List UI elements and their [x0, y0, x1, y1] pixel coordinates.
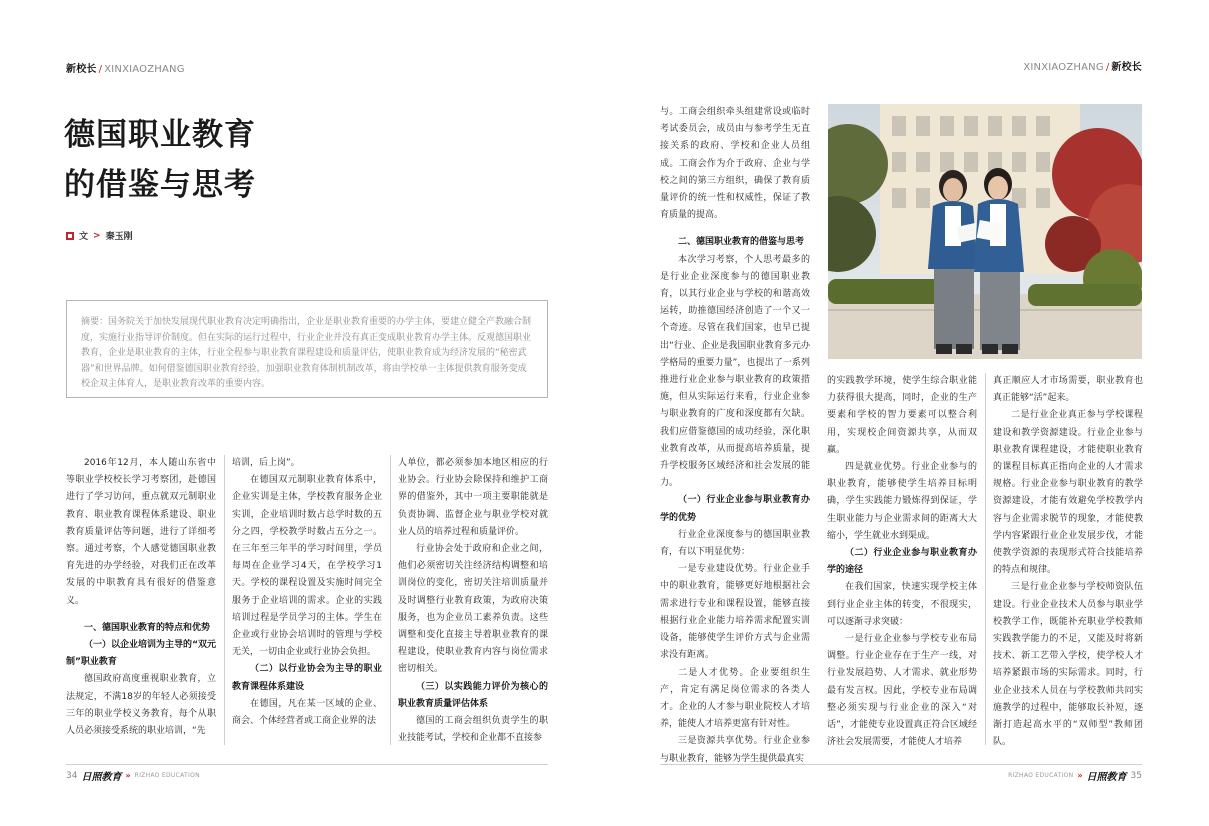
header-right	[1023, 58, 1142, 73]
section-heading: （三）以实践能力评价为核心的职业教育质量评估体系	[398, 681, 548, 709]
body-paragraph: 三是资源共享优势。行业企业参与职业教育，能够为学生提供最真实	[660, 736, 810, 764]
column-divider	[224, 455, 225, 745]
square-icon	[66, 232, 74, 240]
column-4	[660, 104, 810, 768]
magazine-logo-right: 日照教育	[1086, 772, 1127, 783]
chevron-icon: »	[125, 771, 131, 780]
section-heading: 一、德国职业教育的特点和优势	[84, 622, 211, 633]
section-heading: （二）以行业协会为主导的职业教育课程体系建设	[232, 664, 382, 692]
body-paragraph: 人单位，都必须参加本地区相应的行业协会。行业协会除保持和维护工商界的借鉴外，其中一项主要职能就是负责协调、监督企业与职业学校对就业人员的培养过程和质量评价。	[398, 458, 548, 537]
page-number-left: 34	[66, 770, 78, 781]
arrow-icon: >	[93, 230, 101, 241]
body-paragraph: 德国政府高度重视职业教育，立法规定，不满18岁的年轻人必须接受三年的职业学校义务教育，每个从职人员必须接受系统的职业培训，“先	[66, 674, 216, 737]
paragraph-gap	[660, 224, 810, 234]
magazine-name-left: RIZHAO EDUCATION	[134, 772, 200, 779]
body-paragraph: 培训，后上岗”。	[232, 458, 300, 468]
byline	[66, 229, 133, 242]
body-paragraph: 三是行业企业参与学校师资队伍建设。行业企业技术人员参与职业学校教学工作，既能补充职业学校教师实践教学能力的不足，又能及时将新技术、新工艺带入学校，使学校人才培养紧跟市场的实际需求。同时，行业企业技术人员在与学校教师共同实施教学的过程中，能够取长补短，逐渐打造起高水平的“双师型”教师团队。	[993, 582, 1143, 748]
column-3	[398, 455, 548, 747]
photo-illustration	[828, 104, 1142, 359]
body-paragraph: 在我们国家，快速实现学校主体到行业企业主体的转变，不很现实，可以逐渐寻求突破：	[827, 582, 977, 627]
byline-label: 文	[79, 232, 89, 242]
body-paragraph: 二是人才优势。企业要组织生产，肯定有满足岗位需求的各类人才。企业的人才参与职业院校人才培养，能使人才培养更富有针对性。	[660, 667, 810, 730]
magazine-name-right: RIZHAO EDUCATION	[1008, 772, 1074, 779]
header-left	[66, 60, 185, 75]
body-paragraph: 2016年12月，本人随山东省中等职业学校校长学习考察团，赴德国进行了学习访问，重点就双元制职业教育、职业教育课程体系建设、职业教育质量评估等问题，进行了详细考察。通过考察，个人感觉德国职业教育先进的办学经验，对我们正在改革发展的中职教育具有很好的借鉴意义。	[66, 458, 216, 606]
body-paragraph: 一是行业企业参与学校专业布局调整。行业企业存在于生产一线，对行业发展趋势、人才需求、就业形势最有发言权。因此，学校专业布局调整必须实现与行业企业的深入“对话”，才能使专业设置真正符合区域经济社会发展需要，才能使人才培养	[827, 634, 977, 748]
footer-rule-left	[66, 764, 548, 765]
section-heading: （一）以企业培训为主导的“双元制”职业教育	[66, 640, 216, 668]
body-paragraph: 行业企业深度参与的德国职业教育，有以下明显优势：	[660, 529, 810, 558]
body-paragraph: 行业协会处于政府和企业之间，他们必须密切关注经济结构调整和培训岗位的变化，密切关注培训质量并及时调整行业教育政策，为政府决策服务，也为企业员工素养负责。这些调整和变化直接主导着职业教育的课程建设，使职业教育内容与岗位需求密切相关。	[398, 544, 548, 675]
body-paragraph: 四是就业优势。行业企业参与的职业教育，能够使学生培养目标明确，学生实践能力锻炼得到保证，学生职业能力与企业需求间的距离大大缩小，学生就业水到渠成。	[827, 462, 977, 541]
header-left-en: XINXIAOZHANG	[104, 64, 185, 75]
body-paragraph: 本次学习考察，个人思考最多的是行业企业深度参与的德国职业教育，以其行业企业与学校的和谐高效运转，助推德国经济创造了一个又一个奇迹。尽管在我们国家，也早已提出“行业、企业是我国职业教育多元办学格局的重要力量”，也提出了一系列推进行业企业参与职业教育的政策措施，但从实际运行来看，行业企业参与职业教育的广度和深度都有欠缺。我们应借鉴德国的成功经验，深化职业教育改革，从而提高培养质量，提升学校服务区域经济和社会发展的能力。	[660, 254, 810, 489]
abstract-text: 摘要：国务院关于加快发展现代职业教育决定明确指出，企业是职业教育重要的办学主体，要建立健全产教融合制度，实施行业指导评价制度。但在实际的运行过程中，行业企业并没有真正变成职业教育办学主体。反观德国职业教育，企业是职业教育的主体，行业全程参与职业教育课程建设和质量评估，使职业教育成为经济发展的“秘密武器”和世界品牌。如何借鉴德国职业教育经验，加强职业教育体制机制改革，将由学校单一主体提供教育服务变成校企双主体育人，是职业教育改革的重要内容。	[81, 317, 532, 389]
title-line-1: 德国职业教育	[64, 117, 256, 153]
header-right-cn: 新校长	[1111, 62, 1142, 73]
body-paragraph: 在德国双元制职业教育体系中，企业实训是主体，学校教育服务企业实训，企业培训时数占总学时数的五分之四，学校教学时数占五分之一。在三年至三年半的学习时间里，学员每周在企业学习4天，在学校学习1天。学校的课程设置及实施时间完全服务于企业培训的需求。企业的实践培训过程是学员学习的主体。学生在企业或行业协会培训时的管理与学校无关，一切由企业或行业协会负担。	[232, 475, 382, 658]
chevron-icon: »	[1077, 771, 1083, 780]
body-paragraph: 二是行业企业真正参与学校课程建设和教学资源建设。行业企业参与职业教育课程建设，才能使职业教育的课程目标真正指向企业的人才需求规格。行业企业参与职业教育的教学资源建设，才能有效避免学校教学内容与企业需求脱节的现象，才能使教学内容紧跟行业企业发展步伐，才能使教学资源的表现形式符合技能培养的特点和规律。	[993, 410, 1143, 576]
body-paragraph: 德国的工商会组织负责学生的职业技能考试，学校和企业都不直接参	[398, 716, 548, 744]
footer-rule-right	[660, 764, 1142, 765]
paragraph-gap	[66, 610, 216, 620]
footer-right	[1008, 768, 1142, 783]
column-divider	[985, 373, 986, 745]
column-2	[232, 455, 382, 730]
column-6	[993, 373, 1143, 751]
magazine-logo-left: 日照教育	[81, 772, 122, 783]
body-paragraph: 一是专业建设优势。行业企业手中的职业教育，能够更好地根据社会需求进行专业和课程设置，能够直接根据行业企业能力培养需求配置实训设备，能够使学生评价方式与企业需求没有距离。	[660, 564, 810, 661]
column-1	[66, 455, 216, 740]
header-right-en: XINXIAOZHANG	[1023, 62, 1104, 73]
body-paragraph: 真正顺应人才市场需要，职业教育也真正能够“活”起来。	[993, 376, 1143, 404]
section-heading: 二、德国职业教育的借鉴与思考	[678, 237, 805, 248]
body-paragraph: 与。工商会组织牵头组建常设或临时考试委员会，成员由与参考学生无直接关系的政府、学校和企业人员组成。工商会作为介于政府、企业与学校之间的第三方组织，确保了教育质量评价的统一性和权威性，保证了教育质量的提高。	[660, 107, 810, 221]
students-photo	[828, 104, 1142, 359]
header-left-cn: 新校长	[66, 64, 97, 75]
section-heading: （二）行业企业参与职业教育办学的途径	[827, 548, 977, 576]
footer-left	[66, 768, 200, 783]
section-heading: （一）行业企业参与职业教育办学的优势	[660, 495, 810, 523]
column-5	[827, 373, 977, 751]
body-paragraph: 在德国，凡在某一区域的企业、商会、个体经营者或工商企业界的法	[232, 698, 382, 727]
abstract-box	[66, 300, 548, 398]
byline-author: 秦玉刚	[105, 232, 133, 242]
title-line-2: 的借鉴与思考	[64, 167, 256, 203]
header-right-sep: /	[1105, 62, 1110, 73]
article-title	[64, 110, 256, 210]
page-number-right: 35	[1130, 770, 1142, 781]
column-divider	[390, 455, 391, 745]
body-paragraph: 的实践教学环境，使学生综合职业能力获得很大提高，同时，企业的生产要素和学校的智力要素可以整合利用，实现校企间资源共享，从而双赢。	[827, 376, 977, 455]
header-left-sep: /	[98, 64, 103, 75]
